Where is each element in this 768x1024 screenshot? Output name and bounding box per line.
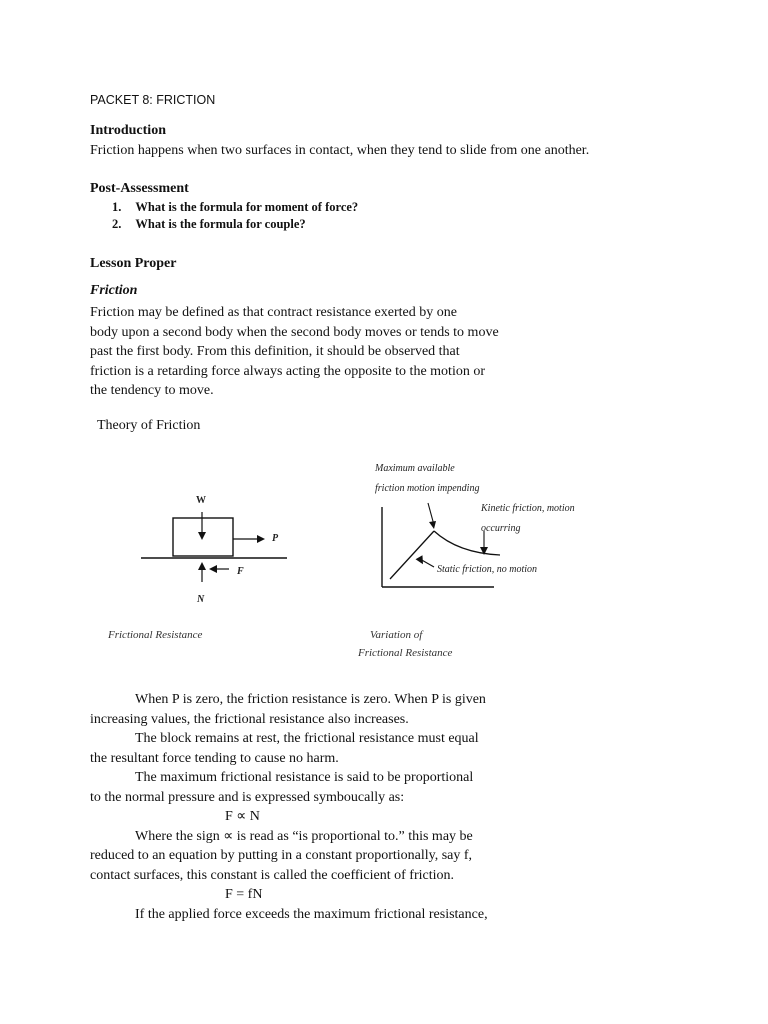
annotation-max-line1: Maximum available (375, 463, 455, 474)
list-item (112, 217, 306, 232)
label-f: F (237, 566, 244, 577)
theory-heading: Theory of Friction (97, 418, 201, 433)
text-line: If the applied force exceeds the maximum frictional resistance, (135, 906, 488, 922)
formula-proportional: F ∝ N (225, 809, 260, 824)
list-item-text: What is the formula for moment of force? (135, 200, 359, 214)
text-line: friction is a retarding force always acting the opposite to the motion or (90, 363, 485, 379)
text-line: When P is zero, the friction resistance is zero. When P is given (135, 692, 486, 707)
definition-paragraph (90, 303, 550, 401)
push-arrowhead (257, 535, 265, 543)
left-figure-caption: Frictional Resistance (108, 629, 203, 641)
text-line: contact surfaces, this constant is called the coefficient of friction. (90, 867, 454, 883)
text-line: body upon a second body when the second body moves or tends to move (90, 324, 499, 340)
text-line: past the first body. From this definition, it should be observed that (90, 344, 460, 359)
max-annotation-arrowhead (429, 521, 436, 529)
introduction-heading: Introduction (90, 123, 166, 138)
list-item (112, 200, 358, 215)
text-line: the resultant force tending to cause no harm. (90, 750, 339, 766)
right-figure-caption-line1: Variation of (370, 629, 423, 641)
lesson-subheading: Friction (90, 283, 138, 298)
packet-title: PACKET 8: FRICTION (90, 93, 216, 107)
label-p: P (272, 533, 279, 544)
text-line: The maximum frictional resistance is said to be proportional (135, 770, 474, 785)
annotation-max-line2: friction motion impending (375, 483, 480, 494)
label-w: W (196, 495, 206, 506)
static-annotation-arrowhead (416, 555, 427, 566)
friction-arrowhead (209, 565, 217, 573)
right-figure-caption-line2: Frictional Resistance (358, 647, 453, 659)
weight-arrowhead (198, 532, 206, 540)
annotation-kinetic-line2: occurring (481, 523, 521, 534)
text-line: The block remains at rest, the frictional resistance must equal (135, 731, 479, 746)
list-item-number: 1. (112, 200, 122, 214)
text-line: reduced to an equation by putting in a constant proportionally, say f, (90, 848, 473, 863)
list-item-text: What is the formula for couple? (135, 217, 306, 231)
text-line: increasing values, the frictional resistance also increases. (90, 711, 409, 727)
text-line: the tendency to move. (90, 383, 214, 398)
list-item-number: 2. (112, 217, 122, 231)
lesson-heading: Lesson Proper (90, 256, 177, 271)
text-line: Friction may be defined as that contract resistance exerted by one (90, 305, 457, 320)
formula-coefficient: F = fN (225, 887, 263, 902)
label-n: N (197, 594, 205, 605)
kinetic-friction-curve (434, 531, 500, 555)
frictional-resistance-figure (135, 490, 295, 590)
static-friction-line (390, 531, 434, 579)
introduction-text: Friction happens when two surfaces in contact, when they tend to slide from one another. (90, 143, 590, 158)
body-paragraphs (90, 690, 550, 924)
annotation-static: Static friction, no motion (437, 564, 537, 575)
annotation-kinetic-line1: Kinetic friction, motion (481, 503, 575, 514)
text-line: Where the sign ∝ is read as “is proportional to.” this may be (135, 828, 473, 844)
post-assessment-heading: Post-Assessment (90, 181, 189, 196)
normal-arrowhead (198, 562, 206, 570)
text-line: to the normal pressure and is expressed symboucally as: (90, 789, 405, 805)
